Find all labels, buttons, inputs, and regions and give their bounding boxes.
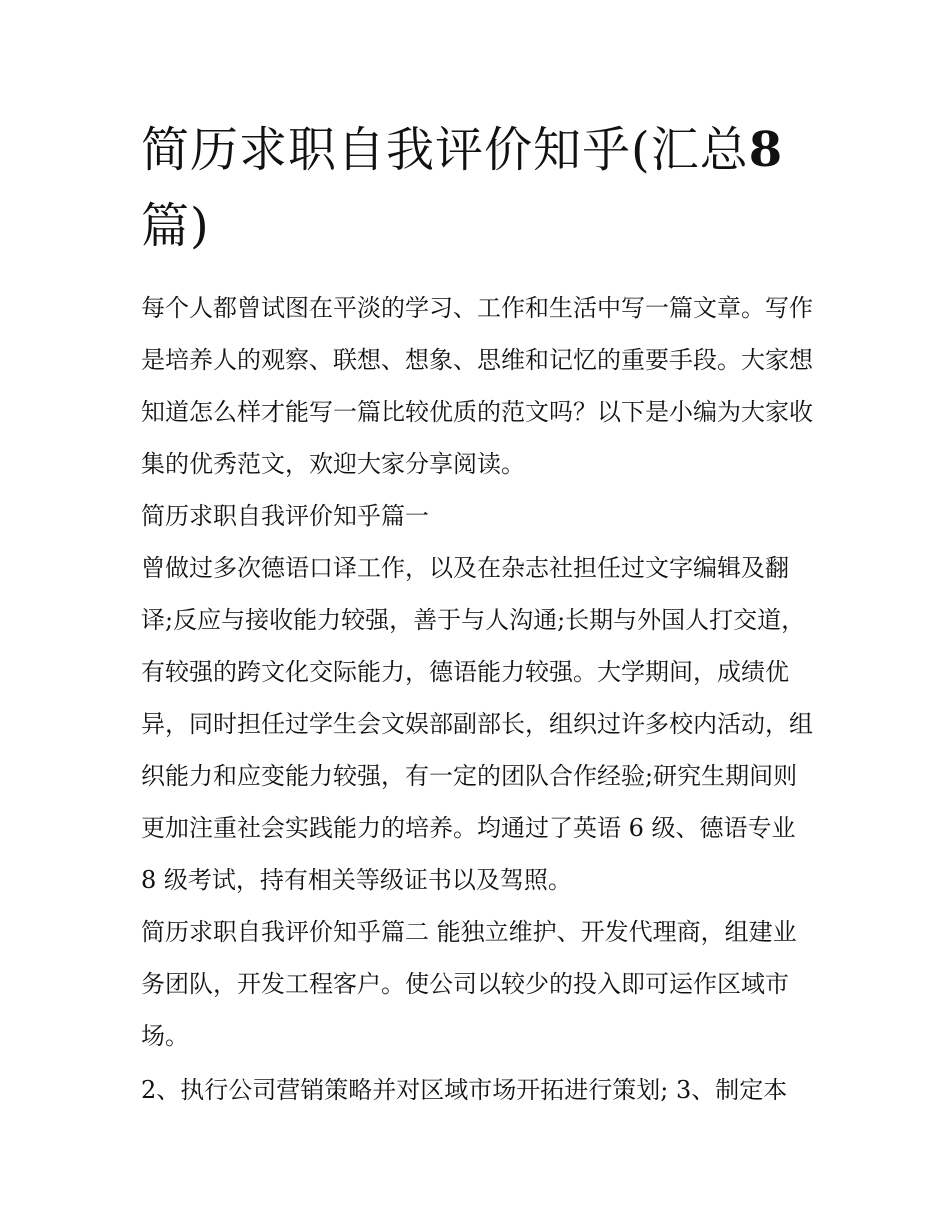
section-1-paragraph: 曾做过多次德语口译工作，以及在杂志社担任过文字编辑及翻译;反应与接收能力较强，善于与人沟通;长期与外国人打交道，有较强的跨文化交际能力，德语能力较强。大学期间，成绩优异，同时担任过学生会文娱部副部长，组织过许多校内活动，组织能力和应变能力较强，有一定的团队合作经验;研究生期间则更加注重社会实践能力的培养。均通过了英语 6 级、德语专业 8 级考试，持有相关等级证书以及驾照。 xyxy=(141,554,813,894)
intro-paragraph: 每个人都曾试图在平淡的学习、工作和生活中写一篇文章。写作是培养人的观察、联想、想象、思维和记忆的重要手段。大家想知道怎么样才能写一篇比较优质的范文吗？以下是小编为大家收集的优秀范文，欢迎大家分享阅读。 xyxy=(141,294,813,478)
list-paragraph: 2、执行公司营销策略并对区域市场开拓进行策划; 3、制定本 xyxy=(141,1076,788,1104)
title-end: 篇) xyxy=(141,198,210,254)
document-content xyxy=(141,112,813,1116)
section-heading-1: 简历求职自我评价知乎篇一 xyxy=(141,502,429,530)
title-number: 8 xyxy=(748,122,784,178)
section-2-paragraph: 简历求职自我评价知乎篇二 能独立维护、开发代理商，组建业务团队，开发工程客户。使公司以较少的投入即可运作区域市场。 xyxy=(141,918,797,1050)
title-main: 简历求职自我评价知乎(汇总 xyxy=(141,122,749,178)
document-title xyxy=(141,112,813,264)
